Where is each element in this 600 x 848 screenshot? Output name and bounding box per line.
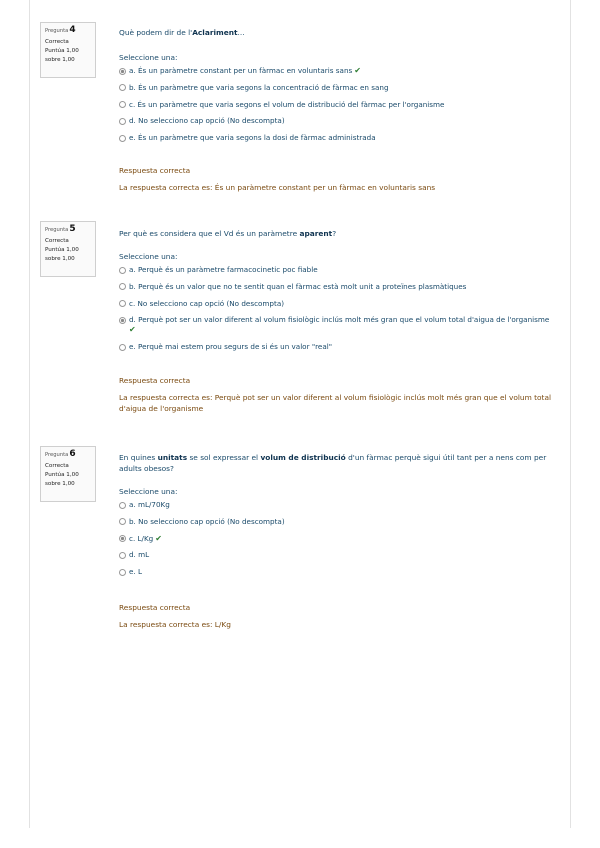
check-icon: ✔ xyxy=(354,66,361,75)
radio-button[interactable] xyxy=(119,344,126,351)
radio-button[interactable] xyxy=(119,569,126,576)
feedback-text: La respuesta correcta es: És un paràmetre constant per un fàrmac en voluntaris sans xyxy=(119,183,436,193)
radio-button[interactable] xyxy=(119,118,126,125)
question-content xyxy=(119,446,559,630)
answer-option-c[interactable] xyxy=(119,299,559,309)
option-label: b. Perquè és un valor que no te sentit quan el fàrmac està molt unit a proteïnes plasmàtiques xyxy=(129,281,467,291)
option-label: c. És un paràmetre que varia segons el volum de distribució del fàrmac per l'organisme xyxy=(129,99,445,109)
radio-button[interactable] xyxy=(119,283,126,290)
answer-option-d[interactable] xyxy=(119,315,559,335)
radio-button[interactable] xyxy=(119,135,126,142)
option-label: d. No selecciono cap opció (No descompta) xyxy=(129,116,285,126)
radio-button[interactable] xyxy=(119,518,126,525)
radio-button[interactable] xyxy=(119,317,126,324)
radio-button[interactable] xyxy=(119,502,126,509)
option-label: e. És un paràmetre que varia segons la dosi de fàrmac administrada xyxy=(129,133,376,143)
question-number: 5 xyxy=(69,224,76,234)
question-text-bold: Aclariment xyxy=(192,28,238,37)
feedback-text: La respuesta correcta es: Perquè pot ser un valor diferent al volum fisiològic inclús molt més gran que el volum total d'aigua de l'organisme xyxy=(119,393,552,414)
question-state: Correcta xyxy=(45,237,69,244)
answer-option-a[interactable] xyxy=(119,500,559,510)
answer-option-e[interactable] xyxy=(119,567,559,577)
option-label: a. Perquè és un paràmetre farmacocinetic poc fiable xyxy=(129,265,318,274)
question-text-bold: unitats xyxy=(157,453,188,462)
question-info xyxy=(40,446,96,502)
question-text-part: ... xyxy=(237,28,245,37)
answer-option-c[interactable] xyxy=(119,534,559,544)
option-label: b. És un paràmetre que varia segons la concentració de fàrmac en sang xyxy=(129,82,389,92)
radio-button[interactable] xyxy=(119,552,126,559)
question-text-part: se sol expressar el xyxy=(187,453,261,462)
question-text-part: Per què es considera que el Vd és un paràmetre xyxy=(119,229,300,238)
option-label: c. No selecciono cap opció (No descompta) xyxy=(129,298,285,308)
option-label: e. Perquè mai estem prou segurs de si és un valor "real" xyxy=(129,342,333,352)
answer-option-e[interactable] xyxy=(119,342,559,352)
question-text xyxy=(119,27,559,38)
question-content xyxy=(119,221,559,414)
select-prompt: Seleccione una: xyxy=(119,252,178,261)
answer-option-c[interactable] xyxy=(119,100,559,110)
feedback-text: La respuesta correcta es: L/Kg xyxy=(119,620,231,630)
question-number: 4 xyxy=(69,25,76,35)
question-text-bold: volum de distribució xyxy=(260,453,346,462)
select-prompt: Seleccione una: xyxy=(119,53,178,62)
page-border-left xyxy=(29,0,30,828)
option-label: e. L xyxy=(129,567,142,577)
feedback-title: Respuesta correcta xyxy=(119,603,191,613)
question-text-part: Què podem dir de l' xyxy=(119,28,193,37)
option-label: a. mL/70Kg xyxy=(129,500,170,509)
answer-option-d[interactable] xyxy=(119,116,559,126)
question-content xyxy=(119,22,559,193)
radio-button[interactable] xyxy=(119,84,126,91)
answer-option-a[interactable] xyxy=(119,66,559,76)
answer-option-e[interactable] xyxy=(119,133,559,143)
question-text-part: ? xyxy=(332,229,337,238)
option-label: d. mL xyxy=(129,550,150,560)
answer-option-b[interactable] xyxy=(119,517,559,527)
page-border-right xyxy=(570,0,571,828)
check-icon: ✔ xyxy=(129,325,136,335)
answer-option-b[interactable] xyxy=(119,282,559,292)
question-text-part: En quines xyxy=(119,453,158,462)
question-grade-line2: sobre 1,00 xyxy=(45,480,75,487)
option-label: b. No selecciono cap opció (No descompta) xyxy=(129,516,285,526)
option-label: c. L/Kg xyxy=(129,533,154,543)
question-number: 6 xyxy=(69,449,76,459)
question-grade-line1: Puntúa 1,00 xyxy=(45,48,79,54)
radio-button[interactable] xyxy=(119,267,126,274)
question-state: Correcta xyxy=(45,462,69,469)
select-prompt: Seleccione una: xyxy=(119,487,178,496)
question-text xyxy=(119,452,559,474)
question-text xyxy=(119,228,559,239)
answer-option-a[interactable] xyxy=(119,265,559,275)
question-info xyxy=(40,221,96,277)
option-label: a. És un paràmetre constant per un fàrmac en voluntaris sans xyxy=(129,66,353,75)
radio-button[interactable] xyxy=(119,101,126,108)
radio-button[interactable] xyxy=(119,300,126,307)
question-text-part: d'un fàrmac perquè sigui útil tant per a nens com per adults obesos? xyxy=(119,453,547,473)
answer-options xyxy=(119,500,559,577)
radio-button[interactable] xyxy=(119,535,126,542)
question-label: Pregunta xyxy=(45,28,69,34)
option-label: d. Perquè pot ser un valor diferent al volum fisiològic inclús molt més gran que el volum total d'aigua de l'organisme xyxy=(129,315,550,325)
answer-option-b[interactable] xyxy=(119,83,559,93)
answer-option-d[interactable] xyxy=(119,550,559,560)
question-grade-line1: Puntúa 1,00 xyxy=(45,472,79,478)
answer-options xyxy=(119,66,559,143)
question-label: Pregunta xyxy=(45,452,69,458)
question-info xyxy=(40,22,96,78)
radio-button[interactable] xyxy=(119,68,126,75)
answer-options xyxy=(119,265,559,352)
question-label: Pregunta xyxy=(45,227,69,233)
question-grade-line2: sobre 1,00 xyxy=(45,56,75,63)
feedback-title: Respuesta correcta xyxy=(119,376,191,386)
feedback-title: Respuesta correcta xyxy=(119,166,191,176)
question-text-bold: aparent xyxy=(299,229,333,238)
question-grade-line2: sobre 1,00 xyxy=(45,255,75,262)
question-state: Correcta xyxy=(45,38,69,45)
question-grade-line1: Puntúa 1,00 xyxy=(45,247,79,253)
check-icon: ✔ xyxy=(155,533,162,543)
